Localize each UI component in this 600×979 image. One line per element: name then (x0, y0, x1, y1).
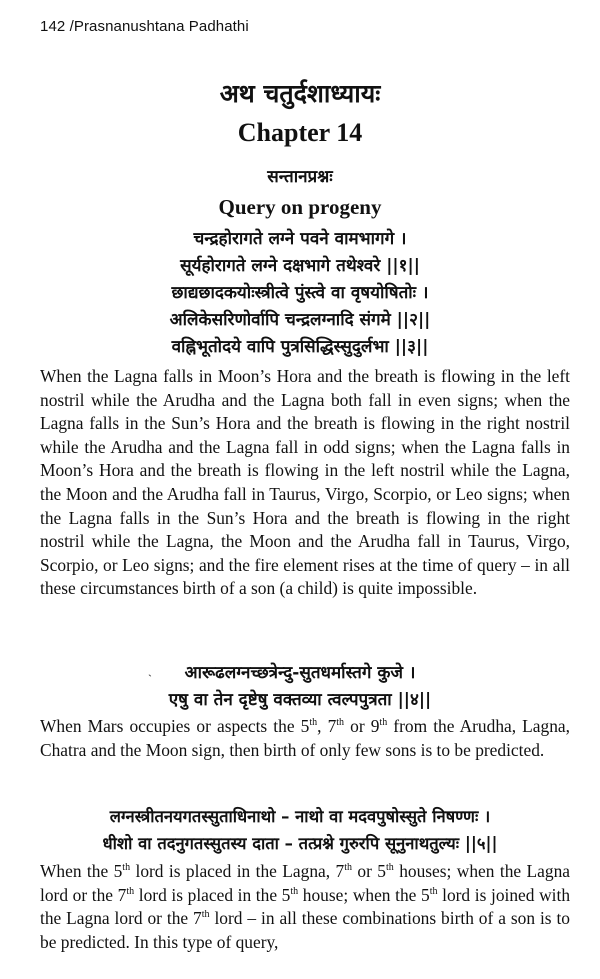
verse-line: छाद्यछादकयोःस्त्रीत्वे पुंस्त्वे वा वृषयोषितोः । (171, 283, 429, 303)
running-header: 142 /Prasnanushtana Padhathi (40, 18, 249, 35)
verse-line: चन्द्रहोरागते लग्ने पवने वामभागगे । (193, 229, 407, 249)
verse-line: अलिकेसरिणोर्वापि चन्द्रलग्नादि संगमे ||२|| (169, 310, 431, 330)
verse-block-3 (0, 803, 600, 857)
verse-block-1 (0, 226, 600, 361)
verse-line: सूर्यहोरागते लग्ने दक्षभागे तथेश्वरे ||१|| (180, 256, 420, 276)
verse-line: धीशो वा तदनुगतस्सुतस्य दाता – तत्प्रश्ने गुरुरपि सूनुनाथतुल्यः ||५|| (102, 834, 498, 853)
translation-paragraph-1: When the Lagna falls in Moon’s Hora and the breath is flowing in the left nostril while the Arudha and the Lagna both fall in even signs; when the Lagna falls in the Sun’s Hora and the breath is flowing in the right nostril while the Arudha and the Lagna fall in odd signs; when the Lagna falls in Moon’s Hora and the breath is flowing in the left nostril while the Lagna, the Moon and the Arudha fall in Taurus, Virgo, Scorpio, or Leo signs; when the Lagna falls in the Sun’s Hora and the breath is flowing in the right nostril while the Lagna, the Moon and the Arudha fall in Taurus, Virgo, Scorpio, or Leo signs; and the fire element rises at the time of query – in all these circumstances birth of a son (a child) is quite impossible. (40, 366, 570, 599)
english-subtitle: Query on progeny (218, 195, 382, 219)
verse-line: आरूढलग्नच्छत्रेन्दु-सुतधर्मास्तगे कुजे । (184, 663, 416, 683)
verse-line: वह्निभूतोदये वापि पुत्रसिद्धिस्सुदुर्लभा ||३|| (171, 337, 429, 357)
sanskrit-subtitle: सन्तानप्रश्नः (267, 167, 333, 187)
chapter-heading: Chapter 14 (237, 118, 363, 147)
sanskrit-chapter-title: अथ चतुर्दशाध्यायः (219, 79, 381, 108)
translation-paragraph-3: When the 5th lord is placed in the Lagna, 7th or 5th houses; when the Lagna lord or the 7th lord is placed in the 5th house; when the 5th lord is joined with the Lagna lord or the 7th lord – in all these combinations birth of a son is to be predicted. In this type of query, (40, 861, 571, 952)
verse-line: लग्नस्त्रीतनयगतस्सुताधिनाथो – नाथो वा मदवपुषोस्सुते निषण्णः । (109, 807, 491, 826)
verse-line: एषु वा तेन दृष्टेषु वक्तव्या त्वल्पपुत्रता ||४|| (168, 690, 432, 710)
print-speck: ` (148, 672, 152, 686)
verse-block-2 (0, 660, 600, 714)
translation-paragraph-2: When Mars occupies or aspects the 5th, 7th or 9th from the Arudha, Lagna, Chatra and the Moon sign, then birth of only few sons is to be predicted. (40, 716, 570, 760)
